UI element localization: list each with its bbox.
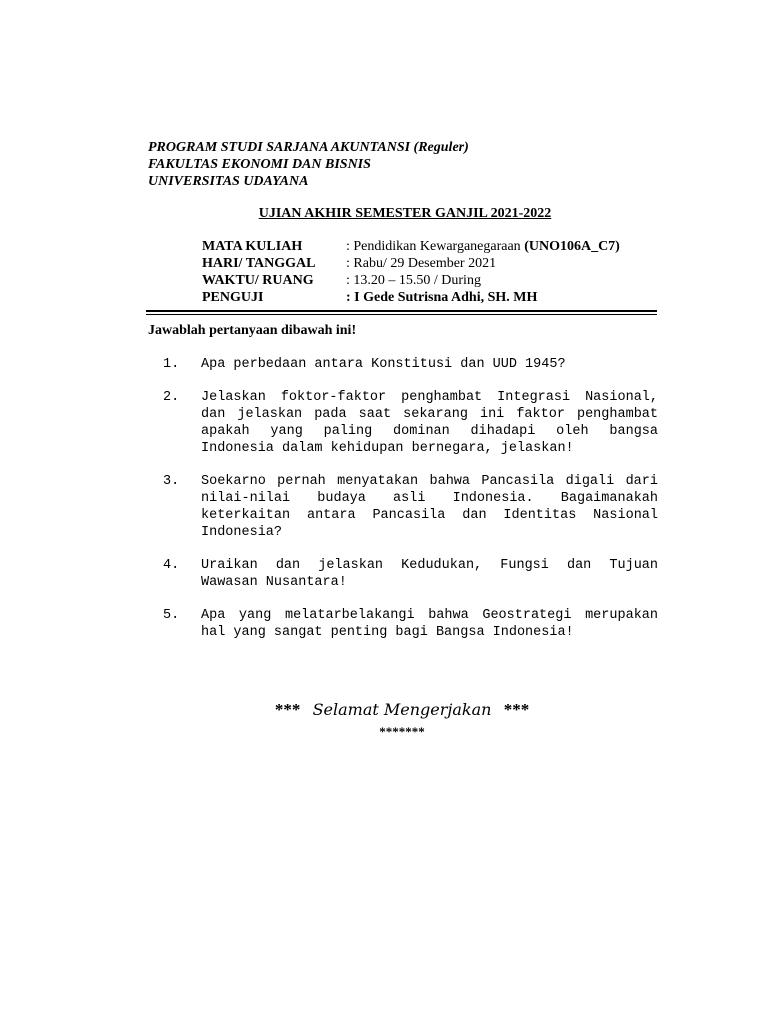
examiner-value-cell [346,289,620,306]
date-value: Rabu/ 29 Desember 2021 [353,256,497,271]
closing-message [0,700,768,720]
course-code: (UNO106A_C7) [524,239,620,254]
date-label: HARI/ TANGGAL [202,256,316,271]
closing-stars-bottom: ******* [379,724,425,739]
question-item [163,473,658,541]
question-item [163,607,658,641]
university-name: UNIVERSITAS UDAYANA [148,174,309,189]
question-text: Jelaskan foktor-faktor penghambat Integrasi Nasional, dan jelaskan pada saat sekarang ini faktor penghambat apakah yang paling dominan dihadapi oleh bangsa Indonesia dalam kehidupan bernegara, jelaskan! [201,390,658,456]
date-separator: : [346,256,354,271]
question-text: Apa perbedaan antara Konstitusi dan UUD 1945? [201,357,566,372]
time-value: 13.20 – 15.50 / During [353,273,481,288]
closing-stars-right: *** [503,700,530,719]
question-item [163,389,658,457]
course-separator: : [346,239,354,254]
header-divider-thick [146,310,657,312]
closing-text: Selamat Mengerjakan [312,700,492,719]
course-value-cell [346,238,620,255]
examiner-value: I Gede Sutrisna Adhi, SH. MH [354,290,538,305]
info-row-examiner [202,289,620,306]
instruction-text: Jawablah pertanyaan dibawah ini! [148,323,357,338]
question-number: 4. [163,558,180,573]
header-divider-thin [146,314,657,315]
info-row-date [202,255,620,272]
course-label: MATA KULIAH [202,239,303,254]
question-text: Apa yang melatarbelakangi bahwa Geostrategi merupakan hal yang sangat penting bagi Bangsa Indonesia! [201,608,658,640]
faculty-name: FAKULTAS EKONOMI DAN BISNIS [148,157,371,172]
question-list [163,356,658,657]
question-text: Soekarno pernah menyatakan bahwa Pancasila digali dari nilai-nilai budaya asli Indonesia. Bagaimanakah keterkaitan antara Pancasila dan Identitas Nasional Indonesia? [201,474,658,540]
question-item [163,557,658,591]
course-value: Pendidikan Kewarganegaraan [353,239,521,254]
info-row-time [202,272,620,289]
program-name: PROGRAM STUDI SARJANA AKUNTANSI (Reguler) [148,140,469,155]
date-value-cell [346,255,620,272]
question-number: 1. [163,357,180,372]
exam-title: UJIAN AKHIR SEMESTER GANJIL 2021-2022 [258,206,552,221]
time-value-cell [346,272,620,289]
question-item [163,356,658,373]
institution-header [148,139,469,190]
examiner-label: PENGUJI [202,290,264,305]
examiner-separator: : [346,290,355,305]
question-number: 2. [163,390,180,405]
question-number: 5. [163,608,180,623]
time-label: WAKTU/ RUANG [202,273,314,288]
time-separator: : [346,273,354,288]
info-row-course [202,238,620,255]
question-number: 3. [163,474,180,489]
closing-stars-left: *** [274,700,301,719]
question-text: Uraikan dan jelaskan Kedudukan, Fungsi dan Tujuan Wawasan Nusantara! [201,558,658,590]
exam-info-table [202,238,620,306]
